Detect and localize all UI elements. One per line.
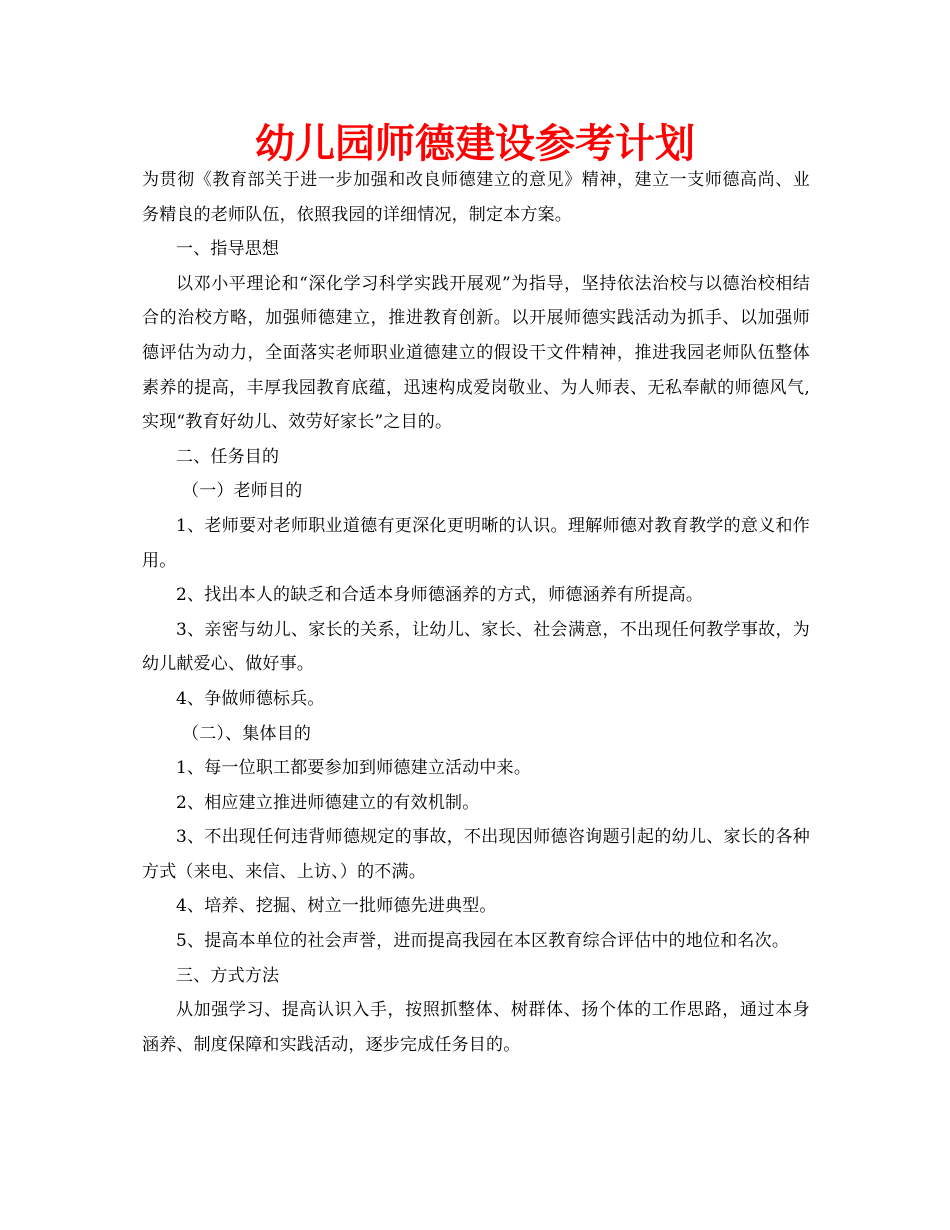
collective-goal-item: 4、培养、挖掘、树立一批师德先进典型。 xyxy=(176,896,497,917)
section-1-paragraph: 以邓小平理论和“深化学习科学实践开展观”为指导，坚持依法治校与以德治校相结合的治校方略，加强师德建立，推进教育创新。以开展师德实践活动为抓手、以加强师德评估为动力，全面落实老师职业道德建立的假设干文件精神，推进我园老师队伍整体素养的提高，丰厚我园教育底蕴，迅速构成爱岗敬业、为人师表、无私奉献的师德风气,实现“教育好幼儿、效劳好家长”之目的。 xyxy=(142,273,810,433)
teacher-goal-item: 4、争做师德标兵。 xyxy=(176,688,325,709)
teacher-goal-item: 1、老师要对老师职业道德有更深化更明晰的认识。理解师德对教育教学的意义和作用。 xyxy=(142,515,810,571)
collective-goal-item: 3、不出现任何违背师德规定的事故，不出现因师德咨询题引起的幼儿、家长的各种方式（来电、来信、上访、）的不满。 xyxy=(142,827,810,882)
intro-paragraph: 为贯彻《教育部关于进一步加强和改良师德建立的意见》精神，建立一支师德高尚、业务精良的老师队伍，依照我园的详细情况，制定本方案。 xyxy=(142,170,810,225)
section-3-heading: 三、方式方法 xyxy=(176,965,280,986)
collective-goal-item: 2、相应建立推进师德建立的有效机制。 xyxy=(176,792,480,813)
section-3-paragraph: 从加强学习、提高认识入手，按照抓整体、树群体、扬个体的工作思路，通过本身涵养、制度保障和实践活动，逐步完成任务目的。 xyxy=(142,1000,810,1055)
collective-goal-item: 5、提高本单位的社会声誉，进而提高我园在本区教育综合评估中的地位和名次。 xyxy=(176,931,790,952)
section-1-heading: 一、指导思想 xyxy=(176,239,280,260)
collective-goal-item: 1、每一位职工都要参加到师德建立活动中来。 xyxy=(176,758,532,779)
document-body xyxy=(142,163,810,1062)
section-2-heading: 二、任务目的 xyxy=(176,446,280,467)
subsection-1-heading: （一）老师目的 xyxy=(182,481,303,502)
document-title: 幼儿园师德建设参考计划 xyxy=(255,121,695,167)
teacher-goal-item: 2、找出本人的缺乏和合适本身师德涵养的方式，师德涵养有所提高。 xyxy=(176,585,704,606)
teacher-goal-item: 3、亲密与幼儿、家长的关系，让幼儿、家长、社会满意，不出现任何教学事故，为幼儿献爱心、做好事。 xyxy=(142,619,810,675)
subsection-2-heading: （二）、集体目的 xyxy=(182,723,312,744)
